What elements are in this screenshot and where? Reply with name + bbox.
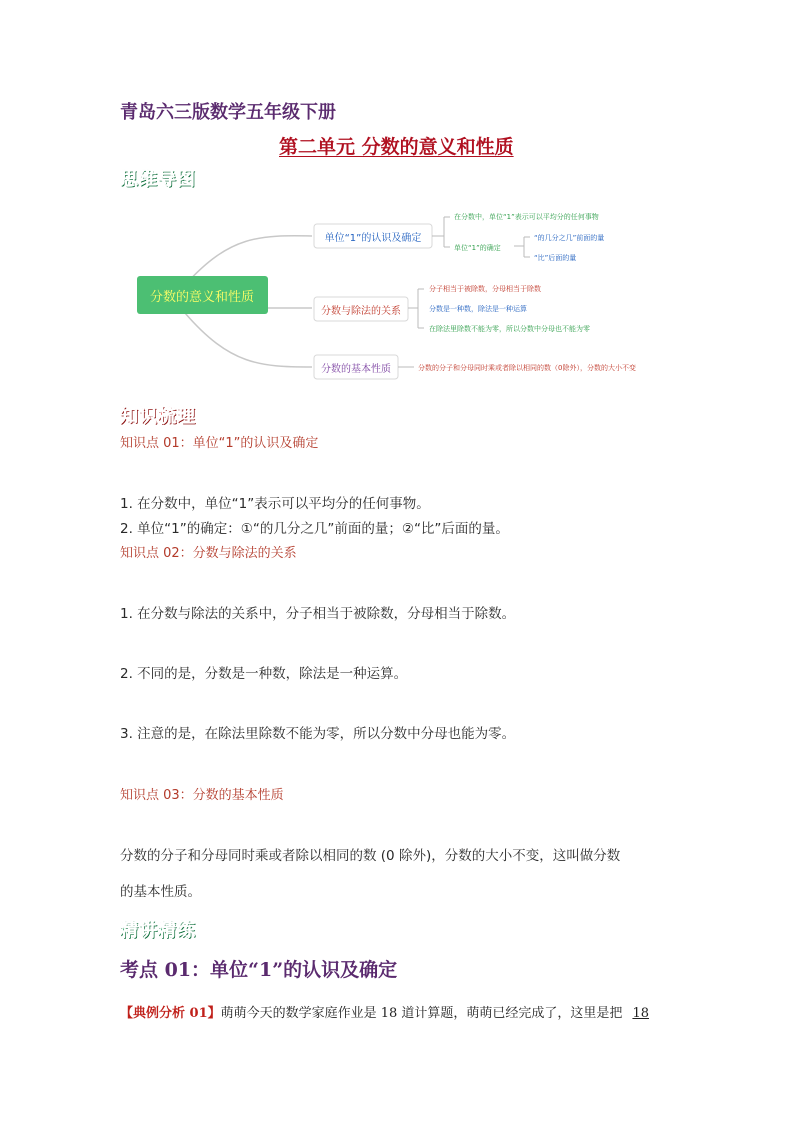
mind-map-branch-label: 分数与除法的关系 [321,306,401,317]
knowledge-item: 1. 在分数与除法的关系中，分子相当于被除数，分母相当于除数。 [120,606,516,622]
knowledge-point-heading: 知识点 01：单位“1”的认识及确定 [120,436,319,451]
mind-map-root-label: 分数的意义和性质 [149,290,255,305]
knowledge-item: 2. 不同的是，分数是一种数，除法是一种运算。 [120,666,408,682]
mind-map-leaf: 分数的分子和分母同时乘或者除以相同的数（0除外），分数的大小不变 [418,364,636,372]
mind-map-leaf: 单位“1”的确定 [454,244,501,252]
practice-section-label: 精讲精练 [120,920,196,941]
mind-map-branch-label: 分数的基本性质 [321,364,391,375]
knowledge-item: 2. 单位“1”的确定：①“的几分之几”前面的量；②“比”后面的量。 [120,521,509,537]
mind-map-leaf: 在除法里除数不能为零，所以分数中分母也不能为零 [429,325,590,333]
mind-map-leaf: 分数是一种数，除法是一种运算 [429,305,527,313]
example-text: 萌萌今天的数学家庭作业是 18 道计算题，萌萌已经完成了，这里是把 [220,1006,623,1021]
book-title: 青岛六三版数学五年级下册 [120,102,336,123]
knowledge-paragraph-line: 分数的分子和分母同时乘或者除以相同的数 (0 除外)，分数的大小不变，这叫做分数 [120,848,621,864]
knowledge-point-heading: 知识点 02：分数与除法的关系 [120,546,297,561]
mind-map-bracket [514,237,530,257]
mind-map-branch-label: 单位“1”的认识及确定 [324,233,422,244]
mind-map-leaf: “比”后面的量 [534,254,577,262]
knowledge-section-label: 知识梳理 [120,406,196,427]
knowledge-paragraph-line: 的基本性质。 [120,884,201,900]
example-problem [120,1002,649,1021]
mind-map-bracket [408,289,424,328]
knowledge-point-heading: 知识点 03：分数的基本性质 [120,788,284,803]
knowledge-item: 3. 注意的是，在除法里除数不能为零，所以分数中分母也能为零。 [120,726,516,742]
exam-point-title: 考点 01：单位“1”的认识及确定 [120,959,398,981]
mind-map-bracket [432,217,450,247]
mind-map [0,195,794,395]
answer-blank: 18 [632,1006,649,1021]
mind-map-leaf: 分子相当于被除数，分母相当于除数 [429,285,541,293]
mind-map-leaf: 在分数中，单位“1”表示可以平均分的任何事物 [454,213,599,221]
mind-map-connector [185,313,312,367]
example-tag: 【典例分析 01】 [120,1006,221,1021]
mind-map-section-label: 思维导图 [120,169,196,190]
mind-map-leaf: “的几分之几”前面的量 [534,234,605,242]
unit-title: 第二单元 分数的意义和性质 [279,136,514,158]
knowledge-item: 1. 在分数中，单位“1”表示可以平均分的任何事物。 [120,496,430,512]
